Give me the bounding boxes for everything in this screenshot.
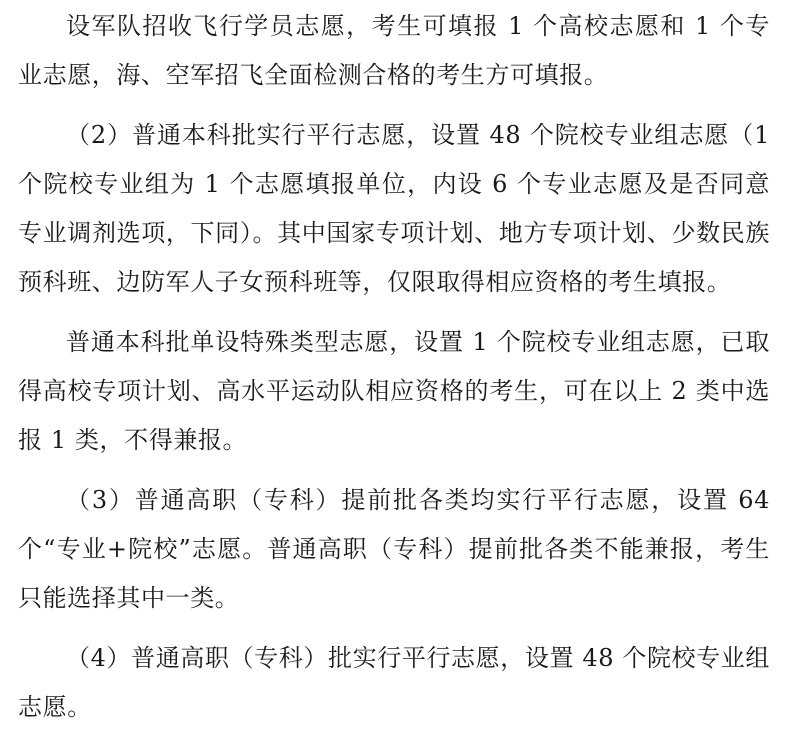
document-body	[18, 0, 770, 732]
paragraph-military-pilot: 设军队招收飞行学员志愿，考生可填报 1 个高校志愿和 1 个专业志愿，海、空军招飞全面检测合格的考生方可填报。	[18, 12, 770, 89]
paragraph-special-type: 普通本科批单设特殊类型志愿，设置 1 个院校专业组志愿，已取得高校专项计划、高水平运动队相应资格的考生，可在以上 2 类中选报 1 类，不得兼报。	[18, 328, 770, 454]
paragraph-vocational-batch: （4）普通高职（专科）批实行平行志愿，设置 48 个院校专业组志愿。	[18, 644, 770, 721]
paragraph-vocational-early-batch: （3）普通高职（专科）提前批各类均实行平行志愿，设置 64 个“专业+院校”志愿。普通高职（专科）提前批各类不能兼报，考生只能选择其中一类。	[18, 486, 770, 612]
paragraph-undergraduate-batch: （2）普通本科批实行平行志愿，设置 48 个院校专业组志愿（1 个院校专业组为 1 个志愿填报单位，内设 6 个专业志愿及是否同意专业调剂选项，下同）。其中国家专项计划、地方专项计划、少数民族预科班、边防军人子女预科班等，仅限取得相应资格的考生填报。	[18, 121, 770, 296]
